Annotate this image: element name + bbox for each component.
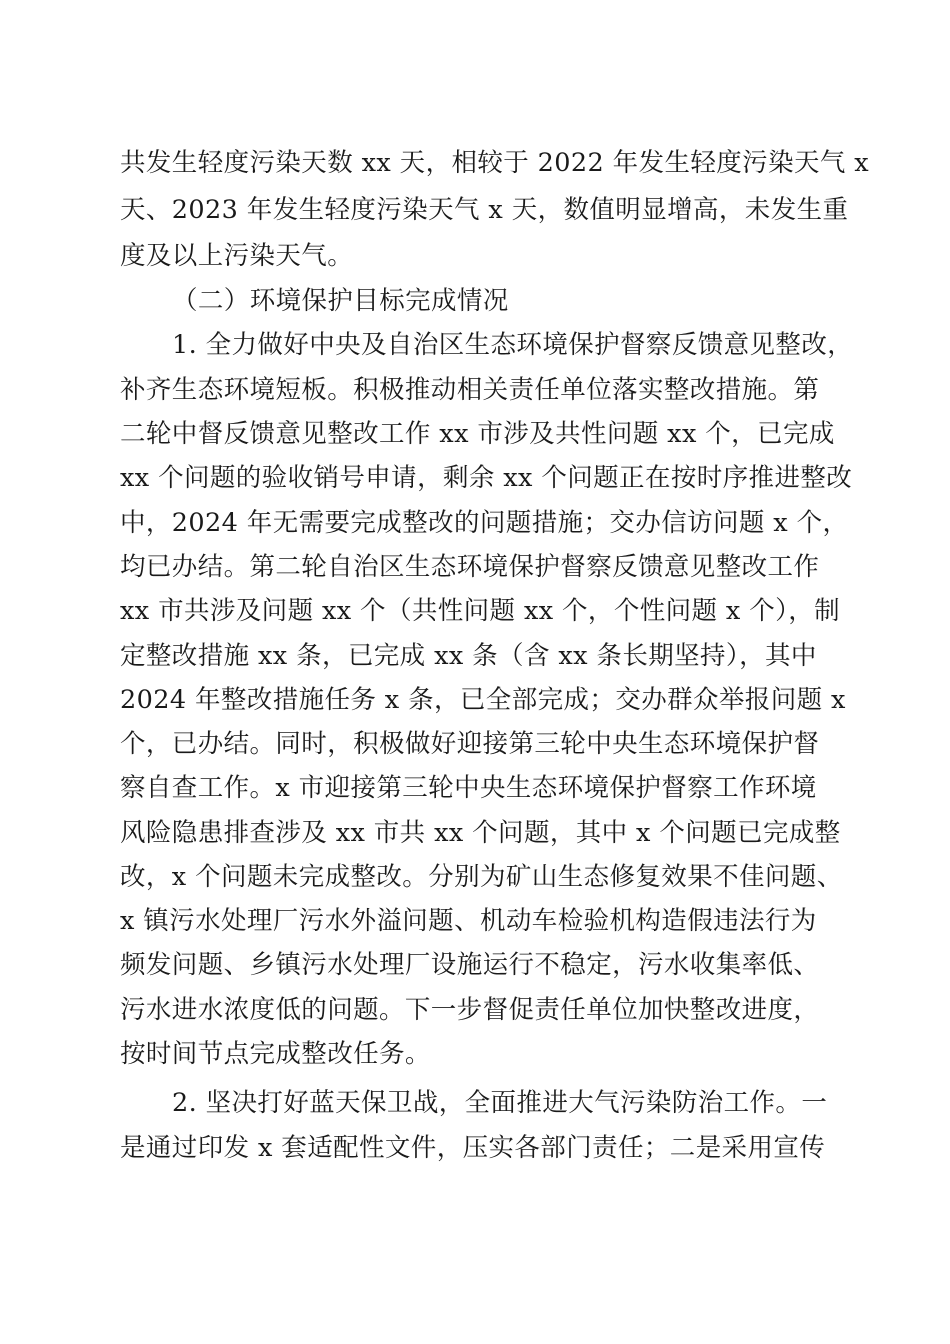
paragraph-line: 均已办结。第二轮自治区生态环境保护督察反馈意见整改工作	[120, 552, 820, 582]
paragraph-line: 天、2023 年发生轻度污染天气 x 天，数值明显增高，未发生重	[120, 195, 849, 225]
paragraph-line: 是通过印发 x 套适配性文件，压实各部门责任；二是采用宣传	[120, 1133, 826, 1163]
paragraph-line: 2024 年整改措施任务 x 条，已全部完成；交办群众举报问题 x	[120, 685, 846, 715]
paragraph-line: 度及以上污染天气。	[120, 241, 354, 271]
paragraph-line: xx 市共涉及问题 xx 个（共性问题 xx 个，个性问题 x 个），制	[120, 596, 841, 626]
paragraph-line: 补齐生态环境短板。积极推动相关责任单位落实整改措施。第	[120, 375, 820, 405]
paragraph-line: 2. 坚决打好蓝天保卫战，全面推进大气污染防治工作。一	[172, 1088, 828, 1118]
paragraph-line: 风险隐患排查涉及 xx 市共 xx 个问题，其中 x 个问题已完成整	[120, 818, 841, 848]
section-heading: （二）环境保护目标完成情况	[172, 286, 509, 316]
paragraph-line: 频发问题、乡镇污水处理厂设施运行不稳定，污水收集率低、	[120, 950, 820, 980]
paragraph-line: x 镇污水处理厂污水外溢问题、机动车检验机构造假违法行为	[120, 906, 817, 936]
paragraph-line: 1. 全力做好中央及自治区生态环境保护督察反馈意见整改，	[172, 330, 854, 360]
paragraph-line: 察自查工作。x 市迎接第三轮中央生态环境保护督察工作环境	[120, 773, 817, 803]
paragraph-line: 按时间节点完成整改任务。	[120, 1039, 431, 1069]
paragraph-line: 个，已办结。同时，积极做好迎接第三轮中央生态环境保护督	[120, 729, 820, 759]
paragraph-line: 共发生轻度污染天数 xx 天，相较于 2022 年发生轻度污染天气 x	[120, 148, 870, 178]
paragraph-line: 改，x 个问题未完成整改。分别为矿山生态修复效果不佳问题、	[120, 862, 843, 892]
paragraph-line: 定整改措施 xx 条，已完成 xx 条（含 xx 条长期坚持），其中	[120, 641, 817, 671]
paragraph-line: 中，2024 年无需要完成整改的问题措施；交办信访问题 x 个，	[120, 508, 849, 538]
paragraph-line: xx 个问题的验收销号申请，剩余 xx 个问题正在按时序推进整改	[120, 463, 853, 493]
paragraph-line: 二轮中督反馈意见整改工作 xx 市涉及共性问题 xx 个，已完成	[120, 419, 835, 449]
paragraph-line: 污水进水浓度低的问题。下一步督促责任单位加快整改进度，	[120, 995, 820, 1025]
